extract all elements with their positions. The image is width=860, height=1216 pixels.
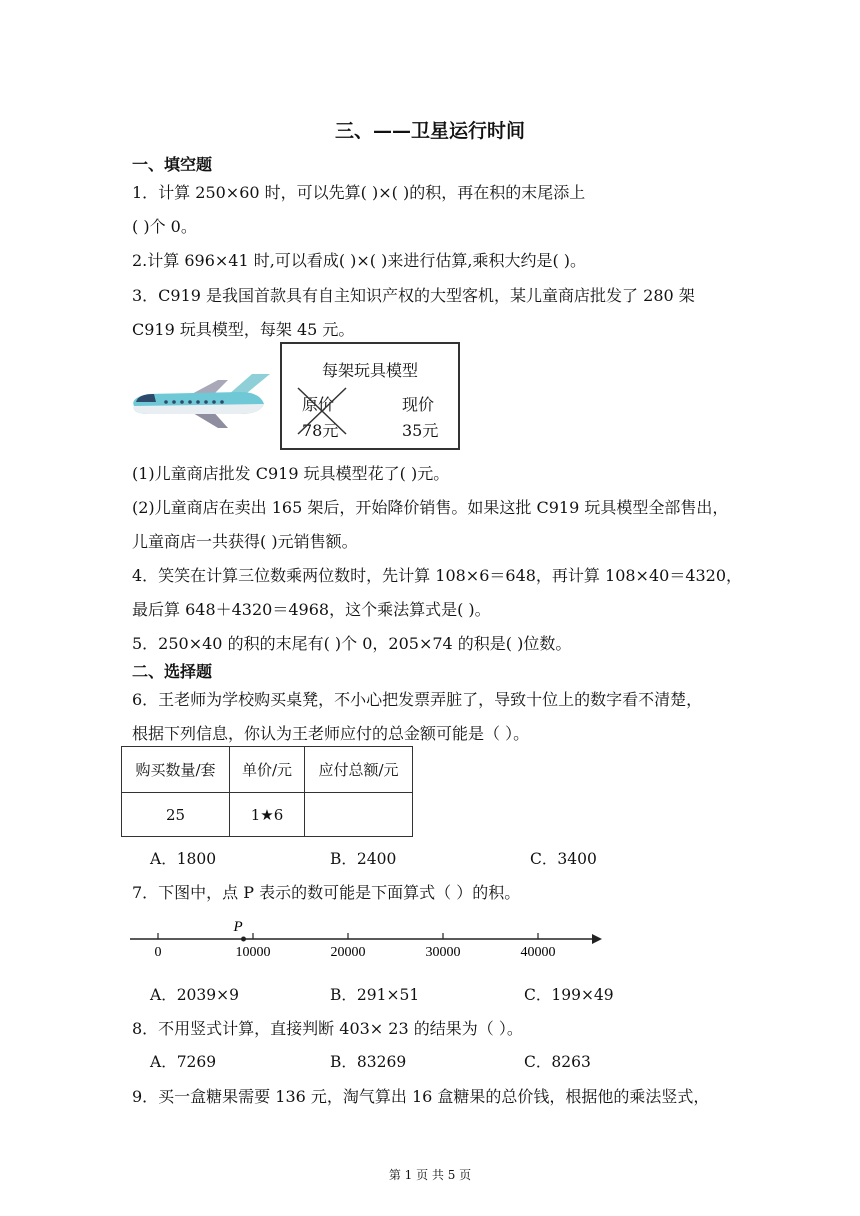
question-2-line-1: 2.计算 696×41 时,可以看成( )×( )来进行估算,乘积大约是( )。 <box>132 251 587 270</box>
number-line-tick-label-4: 40000 <box>520 945 556 960</box>
question-6-option-b: B．2400 <box>330 850 397 868</box>
number-line-tick-label-1: 10000 <box>235 945 271 960</box>
question-9-line-1: 9．买一盒糖果需要 136 元，淘气算出 16 盒糖果的总价钱，根据他的乘法竖式， <box>132 1087 710 1106</box>
point-p-label: P <box>233 919 243 935</box>
table-cell-unit-price: 1★6 <box>230 793 305 837</box>
page-footer: 第 1 页 共 5 页 <box>388 1168 472 1182</box>
cross-out-mark <box>296 386 348 436</box>
number-line <box>120 912 610 962</box>
number-line-tick-label-0: 0 <box>154 945 162 960</box>
question-7-option-a: A．2039×9 <box>150 986 239 1004</box>
question-1-line-2: ( )个 0。 <box>132 217 197 236</box>
poster-heading: 每架玩具模型 <box>321 361 418 380</box>
question-3-sub-2-line-2: 儿童商店一共获得( )元销售额。 <box>132 532 358 551</box>
table-header-unit-price: 单价/元 <box>230 747 305 793</box>
number-line-arrow <box>592 934 602 944</box>
question-8-option-b: B．83269 <box>330 1053 407 1071</box>
invoice-table <box>121 746 413 837</box>
question-3-line-1: 3．C919 是我国首款具有自主知识产权的大型客机，某儿童商店批发了 280 架 <box>132 286 695 305</box>
question-3-sub-1: (1)儿童商店批发 C919 玩具模型花了( )元。 <box>132 464 450 483</box>
original-price-value: 78元 <box>302 421 339 440</box>
question-6-line-2: 根据下列信息，你认为王老师应付的总金额可能是（ ）。 <box>132 724 530 743</box>
question-8-option-a: A．7269 <box>150 1053 217 1071</box>
question-5-line-1: 5．250×40 的积的末尾有( )个 0，205×74 的积是( )位数。 <box>132 634 572 653</box>
page-title: 三、——卫星运行时间 <box>334 120 525 142</box>
table-header-total: 应付总额/元 <box>305 747 413 793</box>
question-8-option-c: C．8263 <box>524 1053 591 1071</box>
number-line-tick-label-2: 20000 <box>330 945 366 960</box>
table-cell-quantity: 25 <box>122 793 230 837</box>
airplane-illustration <box>128 372 273 430</box>
question-8-line-1: 8．不用竖式计算，直接判断 403× 23 的结果为（ ）。 <box>132 1019 523 1038</box>
question-7-option-c: C．199×49 <box>524 986 614 1004</box>
price-poster <box>280 342 460 450</box>
question-1-line-1: 1．计算 250×60 时，可以先算( )×( )的积，再在积的末尾添上 <box>132 183 586 202</box>
question-7-line-1: 7．下图中，点 P 表示的数可能是下面算式（ ）的积。 <box>132 883 521 902</box>
current-price-value: 35元 <box>402 421 439 440</box>
question-6-option-c: C．3400 <box>530 850 597 868</box>
current-price-label: 现价 <box>402 395 435 414</box>
section-fill-in-heading: 一、填空题 <box>132 155 213 174</box>
question-4-line-2: 最后算 648＋4320＝4968，这个乘法算式是( )。 <box>132 600 491 619</box>
table-header-quantity: 购买数量/套 <box>122 747 230 793</box>
point-p-marker <box>241 937 246 942</box>
question-7-option-b: B．291×51 <box>330 986 420 1004</box>
question-6-option-a: A．1800 <box>150 850 217 868</box>
original-price-label: 原价 <box>302 395 335 414</box>
question-3-sub-2-line-1: (2)儿童商店在卖出 165 架后，开始降价销售。如果这批 C919 玩具模型全部售出， <box>132 498 729 517</box>
question-3-line-2: C919 玩具模型，每架 45 元。 <box>132 320 355 339</box>
question-6-line-1: 6．王老师为学校购买桌凳，不小心把发票弄脏了，导致十位上的数字看不清楚， <box>132 690 703 709</box>
question-4-line-1: 4．笑笑在计算三位数乘两位数时，先计算 108×6＝648，再计算 108×40＝4320， <box>132 566 743 585</box>
number-line-tick-label-3: 30000 <box>425 945 461 960</box>
table-cell-total <box>305 793 413 837</box>
section-choice-heading: 二、选择题 <box>132 662 213 681</box>
